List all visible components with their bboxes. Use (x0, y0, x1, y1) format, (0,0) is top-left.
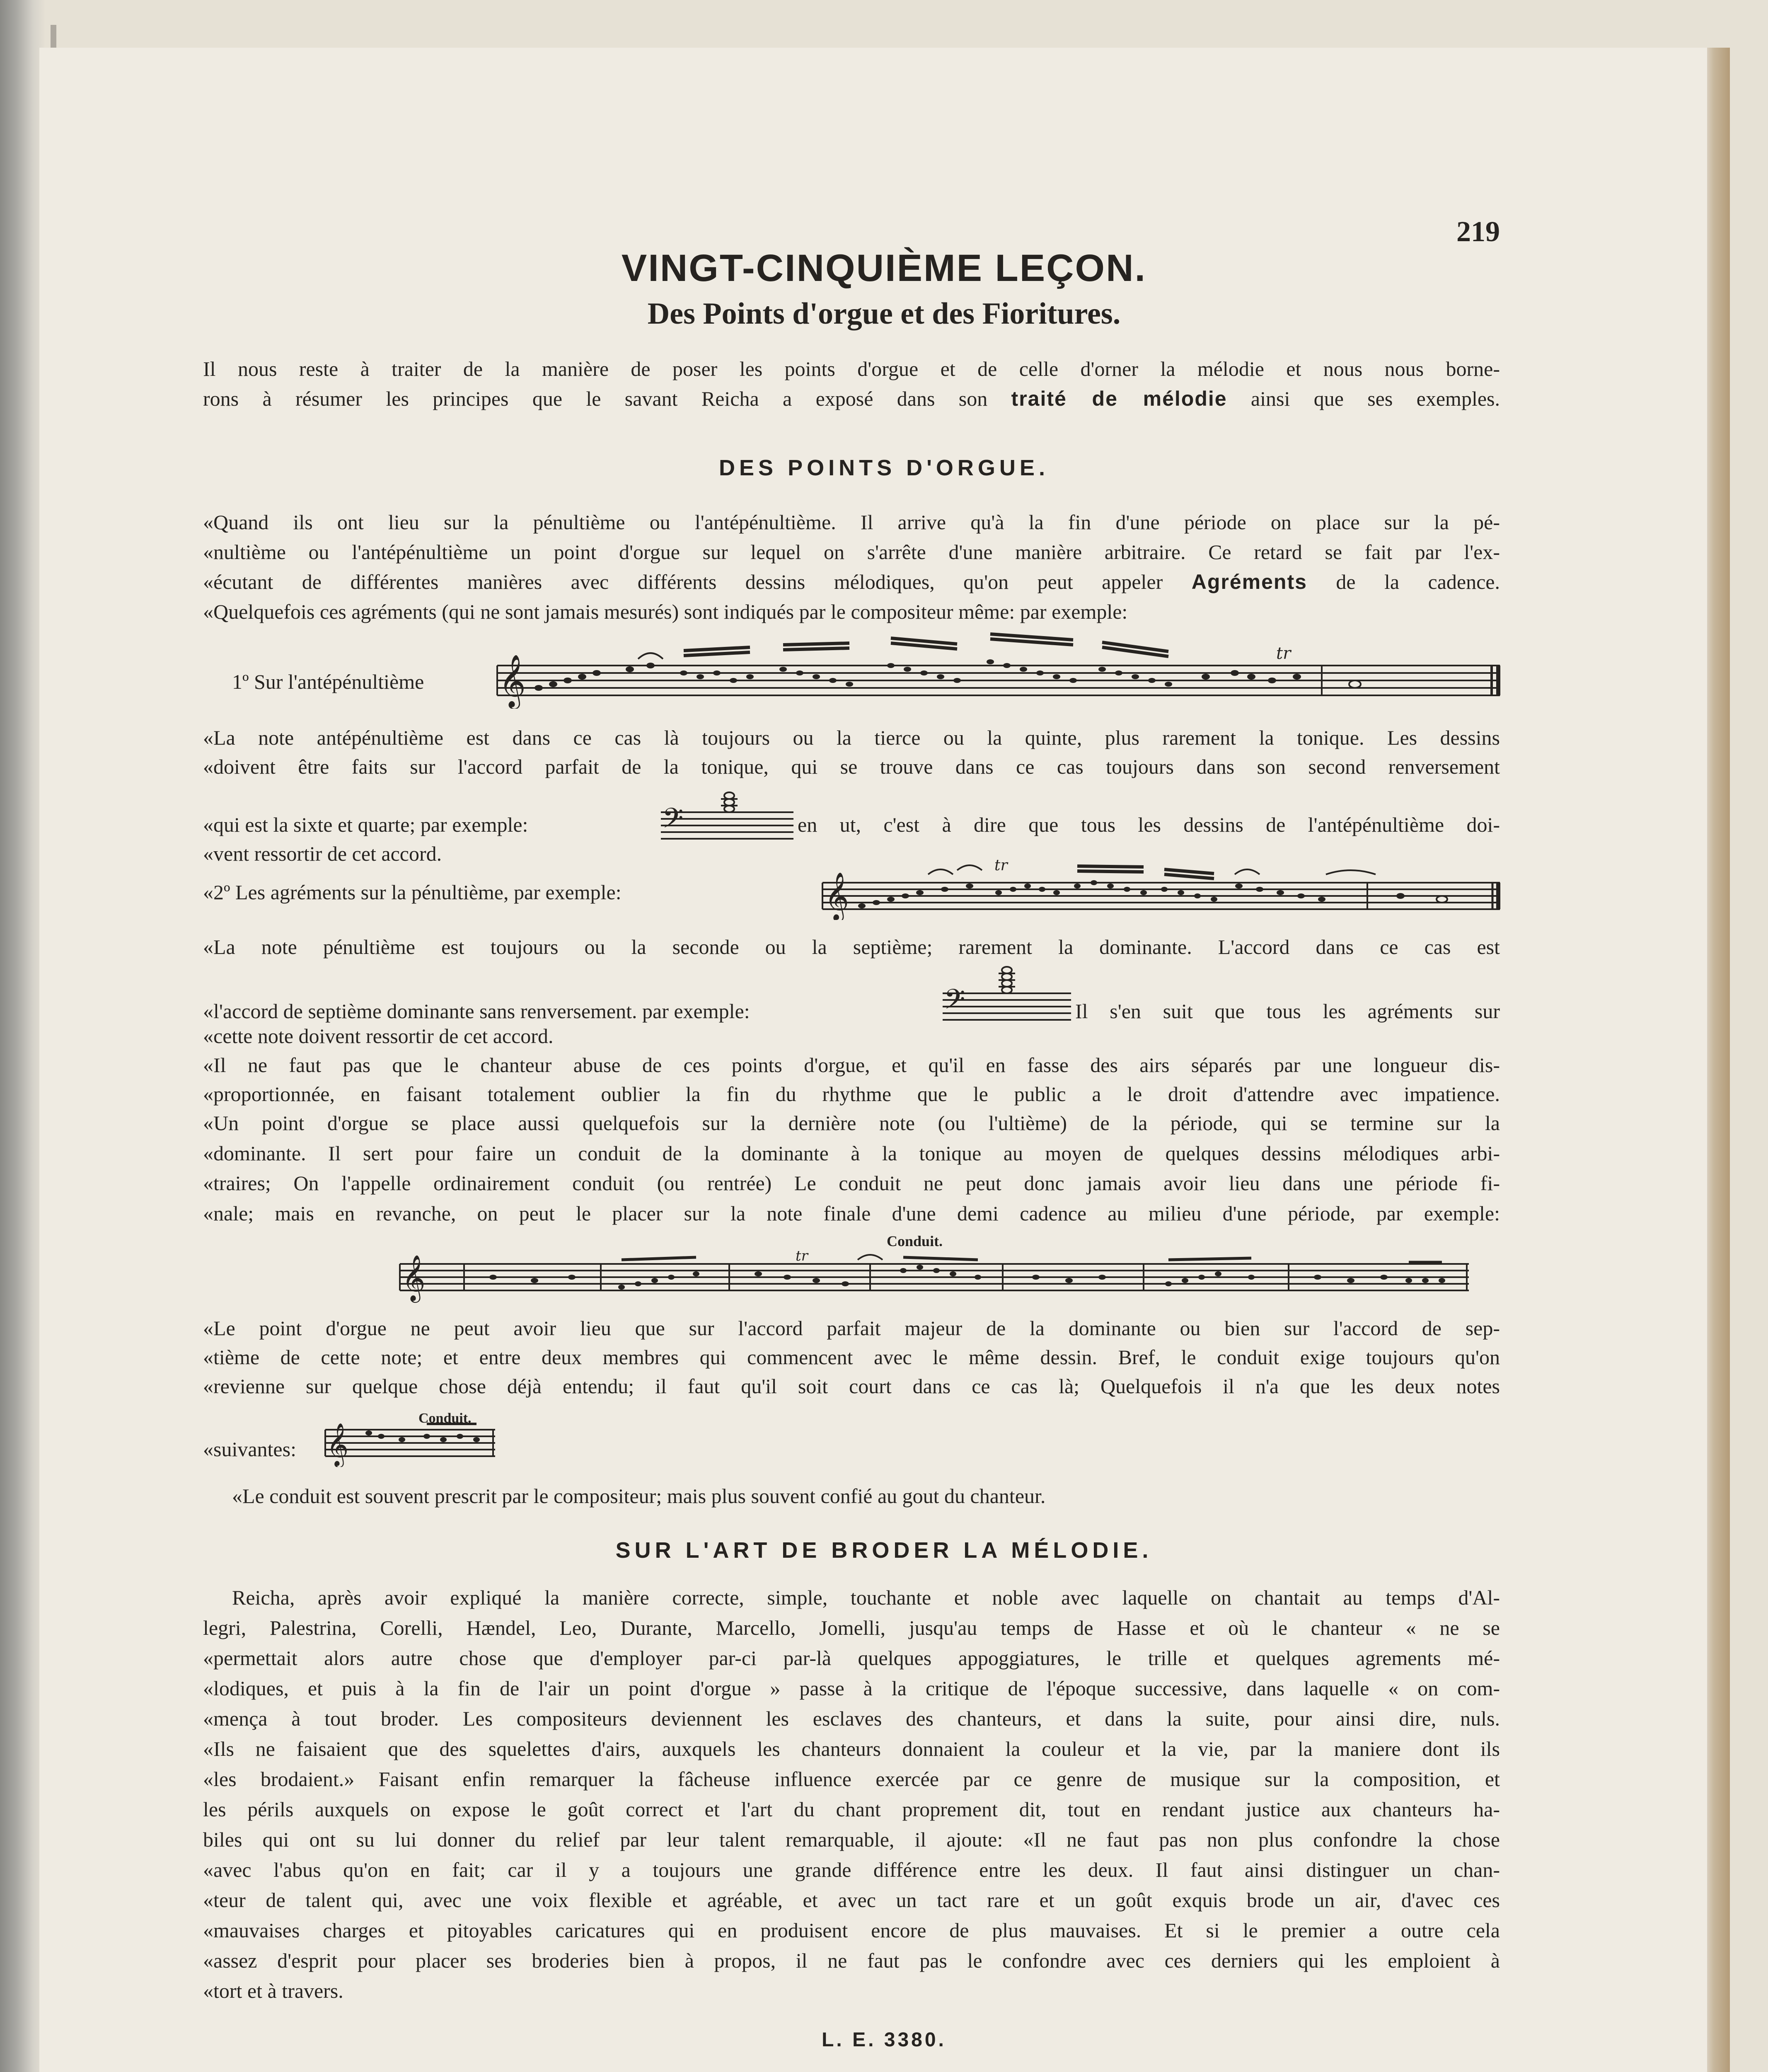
page-number: 219 (1456, 216, 1500, 248)
paragraph-line: «Un point d'orgue se place aussi quelquefois sur la dernière note (ou l'ultième) de la période, qui se termine sur la (203, 1111, 1500, 1135)
paragraph-line: «nale; mais en revanche, on peut le placer sur la note finale d'une demi cadence au milieu d'une période, par exemple: (203, 1202, 1500, 1225)
conduit-label: Conduit. (887, 1233, 943, 1249)
paragraph-line: «suivantes: (203, 1438, 296, 1461)
paragraph-line: «Quelquefois ces agréments (qui ne sont jamais mesurés) sont indiqués par le compositeur même: par exemple: (203, 600, 1128, 623)
paragraph-line: «Ils ne faisaient que des squelettes d'airs, auxquels les chanteurs donnaient la couleur et la vie, par la maniere dont ils (203, 1737, 1500, 1760)
paragraph-line: «tième de cette note; et entre deux membres qui commencent avec le même dessin. Bref, le conduit exige toujours qu'on (203, 1346, 1500, 1369)
svg-text:𝄞: 𝄞 (499, 654, 526, 707)
section-heading-broder: SUR L'ART DE BRODER LA MÉLODIE. (615, 1538, 1153, 1563)
paragraph-line: «Quand ils ont lieu sur la pénultième ou l'antépénultième. Il arrive qu'à la fin d'une période on place sur la pé- (203, 511, 1500, 534)
svg-text:tr: tr (994, 857, 1008, 874)
music-example-conduit (398, 1243, 1471, 1314)
paragraph-line: «avec l'abus qu'on en fait; car il y a toujours une grande différence entre les deux. Il faut ainsi distinguer un chan- (203, 1858, 1500, 1881)
paragraph-line: «La note pénultième est toujours ou la seconde ou la septième; rarement la dominante. L'accord dans ce cas est (203, 935, 1500, 959)
paragraph-line: «mauvaises charges et pitoyables caricatures qui en produisent encore de plus mauvaises. Et si le premier a outre cela (203, 1919, 1500, 1942)
paragraph-line: «mença à tout broder. Les compositeurs deviennent les esclaves des chanteurs, et dans la suite, pour ainsi dire, nuls. (203, 1707, 1500, 1730)
paragraph-line: legri, Palestrina, Corelli, Hændel, Leo, Durante, Marcello, Jomelli, jusqu'au temps de Hasse et où le chanteur « ne se (203, 1616, 1500, 1639)
paragraph-line: «La note antépénultième est dans ce cas là toujours ou la tierce ou la quinte, plus rarement la tonique. Les dessins (203, 726, 1500, 749)
example-label: «2º Les agréments sur la pénultième, par exemple: (203, 881, 622, 904)
lesson-title: VINGT-CINQUIÈME LEÇON. (621, 247, 1147, 289)
paragraph-line: «Il ne faut pas que le chanteur abuse de ces points d'orgue, et qu'il en fasse des airs séparés par une longueur dis- (203, 1053, 1500, 1077)
paragraph-line: «cette note doivent ressortir de cet accord. (203, 1024, 554, 1048)
paragraph-line: Reicha, après avoir expliqué la manière correcte, simple, touchante et noble avec laquelle on chantait au temps d'Al- (232, 1586, 1500, 1609)
paragraph-line: les périls auxquels on expose le goût correct et l'art du chant proprement dit, tout en rendant justice aux chanteurs ha- (203, 1798, 1500, 1821)
paragraph-line: en ut, c'est à dire que tous les dessins de l'antépénultième doi- (798, 813, 1500, 836)
paragraph-line: «Le point d'orgue ne peut avoir lieu que sur l'accord parfait majeur de la dominante ou bien sur l'accord de sep- (203, 1317, 1500, 1340)
paragraph-line: «écutant de différentes manières avec différents dessins mélodiques, qu'on peut appeler Agréments de la cadence. (203, 570, 1500, 593)
conduit-label: Conduit. (418, 1411, 472, 1426)
svg-text:𝄢: 𝄢 (944, 983, 965, 1022)
paragraph-line: «qui est la sixte et quarte; par exemple: (203, 813, 528, 836)
paragraph-line: «dominante. Il sert pour faire un conduit de la dominante à la tonique au moyen de quelques dessins mélodiques arbi- (203, 1142, 1500, 1165)
lesson-subtitle: Des Points d'orgue et des Fioritures. (647, 297, 1121, 331)
paragraph-line: «traires; On l'appelle ordinairement conduit (ou rentrée) Le conduit ne peut donc jamais avoir lieu dans une période fi- (203, 1172, 1500, 1195)
emphasis-traite: traité de mélodie (1011, 387, 1227, 410)
svg-text:𝄢: 𝄢 (662, 802, 684, 841)
music-example-1 (493, 626, 1504, 709)
paragraph-line: «lodiques, et puis à la fin de l'air un point d'orgue » passe à la critique de l'époque successive, dans laquelle « on com- (203, 1677, 1500, 1700)
music-example-2 (820, 845, 1504, 920)
svg-text:tr: tr (1276, 644, 1291, 663)
intro-line: Il nous reste à traiter de la manière de poser les points d'orgue et de celle d'orner la mélodie et nous nous borne- (203, 357, 1500, 380)
example-label: 1º Sur l'antépénultième (232, 670, 424, 693)
intro-line: rons à résumer les principes que le savant Reicha a exposé dans son traité de mélodie ainsi que ses exemples. (203, 387, 1500, 410)
paragraph-line: «revienne sur quelque chose déjà entendu; il faut qu'il soit court dans ce cas là; Quelquefois il n'a que les deux notes (203, 1375, 1500, 1398)
section-heading-points-orgue: DES POINTS D'ORGUE. (719, 455, 1049, 480)
paragraph-line: «vent ressortir de cet accord. (203, 842, 442, 865)
paragraph-line: «proportionnée, en faisant totalement oublier la fin du rhythme que le public a le droit d'attendre avec impatience. (203, 1082, 1500, 1106)
chord-example-six-four (659, 779, 796, 845)
svg-text:𝄞: 𝄞 (825, 871, 849, 920)
paragraph-line: «Le conduit est souvent prescrit par le compositeur; mais plus souvent confié au gout du chanteur. (232, 1484, 1046, 1508)
paragraph-line: «permettait alors autre chose que d'employer par-ci par-là quelques appoggiatures, le trille et quelques agrements mé- (203, 1646, 1500, 1670)
paragraph-line: «tort et à travers. (203, 1979, 343, 2002)
paragraph-line: «teur de talent qui, avec une voix flexible et agréable, et avec un tact rare et un goût exquis brode un air, d'avec ces (203, 1888, 1500, 1912)
emphasis-agrements: Agréments (1191, 570, 1307, 593)
paragraph-line: «doivent être faits sur l'accord parfait de la tonique, qui se trouve dans ce cas toujours dans son second renversement (203, 755, 1500, 778)
svg-text:tr: tr (796, 1248, 808, 1264)
page-edge (1707, 48, 1730, 2072)
paragraph-line: «l'accord de septième dominante sans renversement. par exemple: (203, 1000, 750, 1023)
paragraph-line: «assez d'esprit pour placer ses broderies bien à propos, il ne faut pas le confondre avec ces derniers qui les emploient à (203, 1949, 1500, 1972)
chord-example-dominant-seventh (941, 959, 1073, 1026)
svg-text:𝄞: 𝄞 (402, 1254, 426, 1301)
paragraph-line: «les brodaient.» Faisant enfin remarquer la fâcheuse influence exercée par ce genre de musique sur la composition, et (203, 1767, 1500, 1791)
paragraph-line: biles qui ont su lui donner du relief par leur talent remarquable, il ajoute: «Il ne faut pas non plus confondre la chose (203, 1828, 1500, 1851)
music-example-two-notes (323, 1417, 497, 1467)
plate-number: L. E. 3380. (822, 2029, 946, 2051)
svg-text:𝄞: 𝄞 (327, 1423, 349, 1466)
paragraph-line: Il s'en suit que tous les agréments sur (1075, 1000, 1500, 1023)
paragraph-line: «nultième ou l'antépénultième un point d'orgue sur lequel on s'arrête d'une manière arbitraire. Ce retard se fait par l'ex- (203, 540, 1500, 564)
